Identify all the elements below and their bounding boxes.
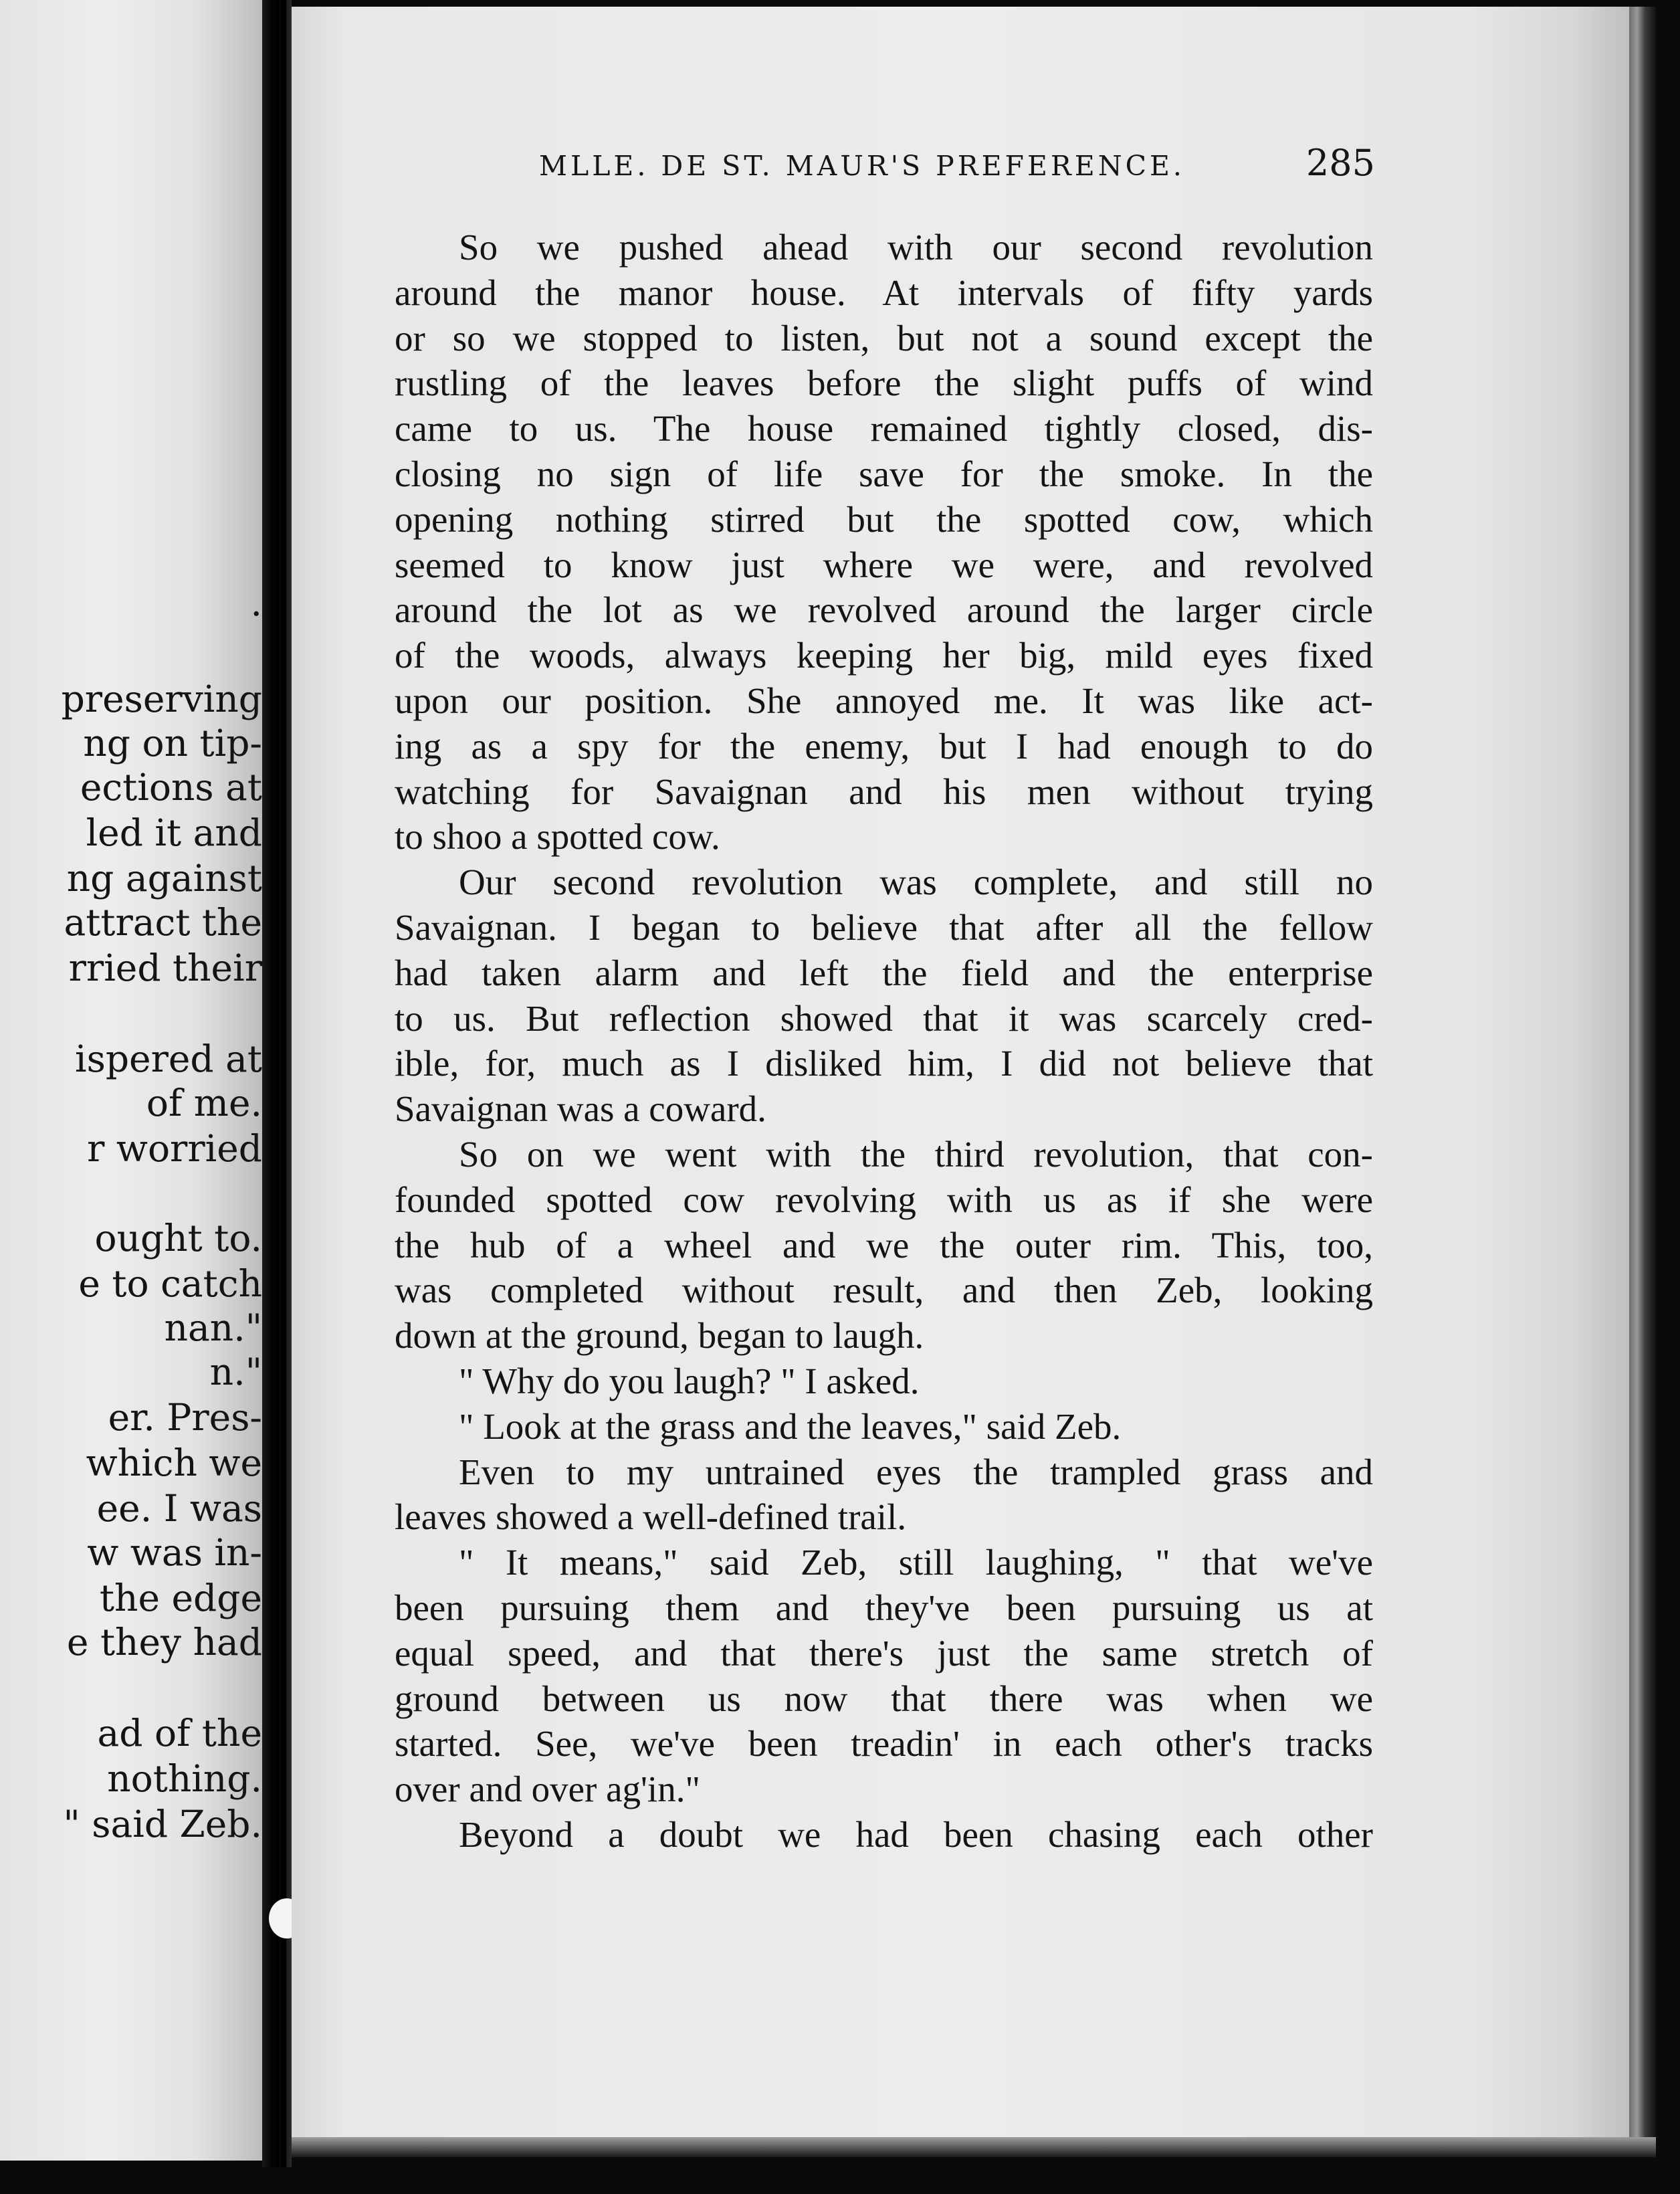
text-line: equal speed, and that there's just the same stretch of xyxy=(395,1632,1373,1674)
left-page-line: rried their xyxy=(68,946,262,989)
text-line: Even to my untrained eyes the trampled grass and xyxy=(459,1451,1373,1492)
page-bottom-edge xyxy=(292,2137,1656,2157)
body-text xyxy=(395,225,1373,1858)
left-page-line: e to catch xyxy=(78,1262,262,1305)
text-line: founded spotted cow revolving with us as if she were xyxy=(395,1179,1373,1220)
text-line: started. See, we've been treadin' in each other's tracks xyxy=(395,1723,1373,1765)
left-facing-page xyxy=(0,0,262,2161)
left-page-line: n." xyxy=(209,1351,262,1393)
left-page-line: ng against xyxy=(66,857,262,900)
text-line: ible, for, much as I disliked him, I did not believe that xyxy=(395,1043,1373,1084)
left-page-line: ad of the xyxy=(97,1712,262,1755)
book-gutter xyxy=(262,0,292,2167)
text-line: So we pushed ahead with our second revolution xyxy=(459,227,1373,268)
text-line: Beyond a doubt we had been chasing each other xyxy=(459,1813,1373,1855)
page-number: 285 xyxy=(1305,142,1375,184)
text-line: to shoo a spotted cow. xyxy=(395,816,720,858)
text-line: ground between us now that there was when we xyxy=(395,1678,1373,1719)
text-line: " Look at the grass and the leaves," said Zeb. xyxy=(459,1405,1122,1447)
text-line: came to us. The house remained tightly closed, dis- xyxy=(395,408,1373,450)
left-page-line: of me. xyxy=(146,1082,262,1124)
text-line: So on we went with the third revolution, that con- xyxy=(459,1133,1373,1175)
page-header xyxy=(539,142,1375,189)
left-page-line: the edge xyxy=(99,1577,262,1619)
text-line: down at the ground, began to laugh. xyxy=(395,1315,924,1357)
text-line: to us. But reflection showed that it was scarcely cred- xyxy=(395,997,1373,1039)
left-page-line: " said Zeb. xyxy=(63,1803,262,1846)
left-page-line: ispered at xyxy=(75,1037,262,1080)
text-line: upon our position. She annoyed me. It was like act- xyxy=(395,680,1373,721)
text-line: around the manor house. At intervals of fifty yards xyxy=(395,272,1373,313)
text-line: watching for Savaignan and his men without trying xyxy=(395,771,1373,812)
left-page-line: e they had xyxy=(66,1621,262,1664)
left-page-line: nothing. xyxy=(107,1757,262,1800)
left-page-line: ng on tip- xyxy=(83,722,262,765)
left-page-line: ought to. xyxy=(94,1217,262,1260)
text-line: leaves showed a well-defined trail. xyxy=(395,1496,907,1538)
text-line: seemed to know just where we were, and revolved xyxy=(395,544,1373,585)
text-line: or so we stopped to listen, but not a sound except the xyxy=(395,317,1373,359)
text-line: " It means," said Zeb, still laughing, " that we've xyxy=(459,1542,1373,1583)
text-line: " Why do you laugh? " I asked. xyxy=(459,1360,920,1401)
text-line: was completed without result, and then Zeb, looking xyxy=(395,1270,1373,1311)
running-head: MLLE. DE ST. MAUR'S PREFERENCE. xyxy=(539,150,1185,182)
left-page-line: r worried xyxy=(87,1127,262,1170)
text-line: Our second revolution was complete, and still no xyxy=(459,862,1373,903)
text-line: Savaignan. I began to believe that after all the fellow xyxy=(395,906,1373,948)
text-line: opening nothing stirred but the spotted cow, which xyxy=(395,498,1373,540)
left-page-line: nan." xyxy=(164,1306,262,1349)
left-page-line: which we xyxy=(86,1441,262,1484)
text-line: closing no sign of life save for the smoke. In the xyxy=(395,453,1373,494)
text-line: rustling of the leaves before the slight puffs of wind xyxy=(395,363,1373,404)
page-edge xyxy=(1629,7,1656,2151)
text-line: around the lot as we revolved around the larger circle xyxy=(395,589,1373,631)
left-page-line: er. Pres- xyxy=(108,1396,262,1439)
left-page-line: attract the xyxy=(64,901,262,944)
text-line: Savaignan was a coward. xyxy=(395,1088,766,1130)
left-page-line: w was in- xyxy=(87,1531,262,1574)
text-line: had taken alarm and left the field and the enterprise xyxy=(395,952,1373,993)
text-line: over and over ag'in." xyxy=(395,1769,700,1810)
text-line: been pursuing them and they've been pursuing us at xyxy=(395,1587,1373,1628)
binding-line xyxy=(281,0,286,2167)
left-page-line: led it and xyxy=(86,811,262,854)
left-page-line: ee. I was xyxy=(96,1487,262,1530)
left-page-line: preserving xyxy=(61,678,262,720)
text-line: ing as a spy for the enemy, but I had enough to do xyxy=(395,725,1373,767)
text-line: the hub of a wheel and we the outer rim. This, too, xyxy=(395,1224,1373,1266)
left-page-line: ections at xyxy=(80,766,262,809)
text-line: of the woods, always keeping her big, mild eyes fixed xyxy=(395,635,1373,676)
left-page-line: . xyxy=(250,581,262,624)
